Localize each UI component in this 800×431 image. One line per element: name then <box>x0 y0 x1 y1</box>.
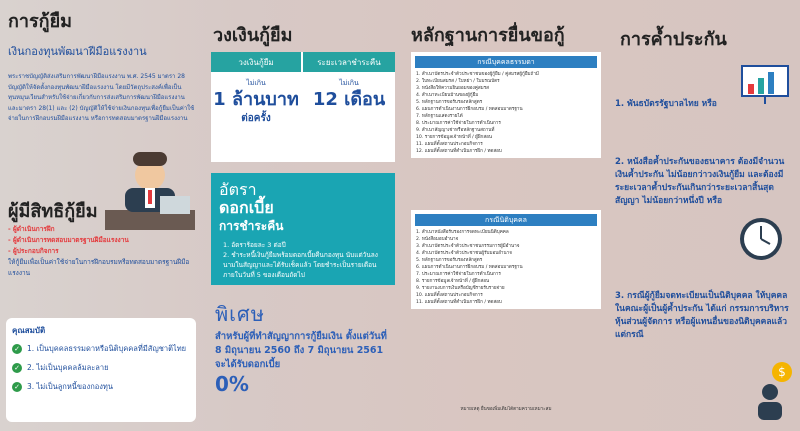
qualification-item: ✓ 3. ไม่เป็นลูกหนี้ของกองทุน <box>12 381 190 393</box>
list-item: 8. รายการข้อมูลเจ้าหน้าที่ / ผู้ฝึกสอน <box>416 279 490 284</box>
list-item: 3. หนังสือให้ความยินยอมของคู่สมรส <box>416 86 489 91</box>
list-item: - ผู้ดำเนินการทดสอบมาตรฐานฝีมือแรงงาน <box>8 236 129 244</box>
list-item: 12. แผนที่ตั้งสถานที่ดำเนินการฝึก / ทดสอบ <box>416 149 502 154</box>
list-item: - ผู้ดำเนินการฝึก <box>8 225 55 233</box>
list-item: 7. ประมาณการค่าใช้จ่ายในการดำเนินการ <box>416 272 501 277</box>
qualifications-title: คุณสมบัติ <box>12 326 46 335</box>
guarantee-title: การค้ำประกัน <box>620 29 727 50</box>
list-item: 1. สำเนาบัตรประจำตัวประชาชนของผู้กู้ยืม / คู่สมรสผู้กู้ยืมถ้ามี <box>416 72 539 77</box>
rights-note: ให้กู้ยืมเพื่อเป็นค่าใช้จ่ายในการฝึกอบรมหรือทดสอบมาตรฐานฝีมือแรงงาน <box>8 258 190 277</box>
svg-text:$: $ <box>778 365 786 379</box>
list-item: - ผู้ประกอบกิจการ <box>8 247 59 255</box>
qualifications-box <box>6 318 196 422</box>
list-item: 11. แผนที่ตั้งสถานที่ดำเนินการฝึก / ทดสอบ <box>416 300 502 305</box>
list-item: 1. สำเนาหนังสือรับรองการจดทะเบียนนิติบุคคล <box>416 230 509 235</box>
list-item: 2. ใบทะเบียนสมรส / ใบหย่า / ใบมรณบัตร <box>416 79 500 84</box>
special-offer <box>215 298 395 396</box>
rate-title-2: ดอกเบี้ย <box>219 198 274 217</box>
loan-intro-column <box>0 0 203 431</box>
check-icon: ✓ <box>12 363 22 373</box>
table-header-limit: วงเงินกู้ยืม <box>211 52 301 72</box>
guarantee-item: 1. พันธบัตรรัฐบาลไทย หรือ <box>615 99 717 109</box>
documents-title: หลักฐานการยื่นขอกู้ <box>411 25 565 46</box>
list-item: 10. แผนที่ตั้งสถานประกอบกิจการ <box>416 293 483 298</box>
clock-icon <box>738 216 784 262</box>
list-item: 10. รายการข้อมูลเจ้าหน้าที่ / ผู้ฝึกสอน <box>416 135 493 140</box>
limit-cell: ไม่เกิน 1 ล้านบาท ต่อครั้ง <box>213 79 299 124</box>
rate-item: 1. อัตราร้อยละ 3 ต่อปี <box>223 241 286 249</box>
list-item: 9. สำเนาสัญญาเช่าหรือหลักฐานสถานที่ <box>416 128 495 133</box>
fund-description: พระราชบัญญัติส่งเสริมการพัฒนาฝีมือแรงงาน พ.ศ. 2545 มาตรา 28 บัญญัติให้จัดตั้งกองทุนพัฒนาฝีมือแรงงาน โดยมีวัตถุประสงค์เพื่อเป็นทุนหมุนเวียนสำหรับใช้จ่ายเกี่ยวกับการส่งเสริมการพัฒนาฝีมือแรงงาน และมาตรา 28(1) และ (2) บัญญัติให้ใช้จ่ายเงินกองทุนเพื่อกู้ยืมเป็นค่าใช้จ่ายในการฝึกอบรมฝีมือแรงงาน หรือการทดสอบมาตรฐานฝีมือแรงงาน <box>8 73 195 122</box>
qualification-item: ✓ 2. ไม่เป็นบุคคลล้มละลาย <box>12 362 190 374</box>
list-item: 4. สำเนาทะเบียนบ้านของผู้กู้ยืม <box>416 93 479 98</box>
person-at-desk-icon <box>105 140 195 230</box>
interest-rate-box <box>211 173 395 285</box>
qualification-item: ✓ 1. เป็นบุคคลธรรมดาหรือนิติบุคคลที่มีสัญชาติไทย <box>12 343 190 355</box>
rate-item: 2. ชำระหนี้เงินกู้ยืมพร้อมดอกเบี้ยคืนกองทุน นับแต่วันลงนามในสัญญาและได้รับเช็คแล้ว โดยชำระเป็นรายเดือน ภายในวันที่ 5 ของเดือนถัดไป <box>223 251 378 279</box>
limit-table <box>211 52 395 162</box>
guarantee-item: 3. กรณีผู้กู้ยืมจดทะเบียนเป็นนิติบุคคล ให้บุคคลในคณะผู้เป็นผู้ค้ำประกัน ได้แก่ กรรมการบริหาร หุ้นส่วนผู้จัดการ หรือผู้แทนอื่นของนิติบุคคลแล้วแต่กรณี <box>615 291 789 340</box>
list-item: 9. รายงานงบการเงินหรือบัญชีรายรับรายจ่าย <box>416 286 505 291</box>
documents-column <box>403 0 610 431</box>
list-item: 6. แผนการดำเนินงานการฝึกอบรม / ทดสอบมาตรฐาน <box>416 265 523 270</box>
eligible-borrowers-list <box>8 224 196 279</box>
list-item: 6. แผนการดำเนินงานการฝึกอบรม / ทดสอบมาตรฐาน <box>416 107 523 112</box>
individual-docs-box <box>411 52 601 158</box>
juristic-docs-box <box>411 210 601 309</box>
eligible-borrowers-title: ผู้มีสิทธิกู้ยืม <box>8 201 98 222</box>
special-title: พิเศษ <box>215 302 265 326</box>
documents-note: หมายเหตุ ยื่นขอเพิ่มเติมได้ตามความเหมาะสม <box>460 407 552 412</box>
loan-limit-title: วงเงินกู้ยืม <box>213 25 293 46</box>
loan-limit-column <box>203 0 403 431</box>
list-item: 8. ประมาณการค่าใช้จ่ายในการดำเนินการ <box>416 121 501 126</box>
table-header-period: ระยะเวลาชำระคืน <box>303 52 395 72</box>
fund-subtitle: เงินกองทุนพัฒนาฝีมือแรงงาน <box>8 45 147 58</box>
individual-docs-header: กรณีบุคคลธรรมดา <box>415 56 597 68</box>
businessman-icon <box>750 360 796 420</box>
guarantee-column <box>610 0 800 431</box>
list-item: 3. สำเนาบัตรประจำตัวประชาชนกรรมการผู้มีอำนาจ <box>416 244 520 249</box>
juristic-docs-header: กรณีนิติบุคคล <box>415 214 597 226</box>
check-icon: ✓ <box>12 344 22 354</box>
list-item: 11. แผนที่ตั้งสถานประกอบกิจการ <box>416 142 483 147</box>
list-item: 4. สำเนาบัตรประจำตัวประชาชนผู้รับมอบอำนาจ <box>416 251 512 256</box>
list-item: 2. หนังสือมอบอำนาจ <box>416 237 459 242</box>
special-rate: 0% <box>215 372 249 396</box>
check-icon: ✓ <box>12 382 22 392</box>
list-item: 7. หลักฐานแสดงรายได้ <box>416 114 463 119</box>
guarantee-item: 2. หนังสือค้ำประกันของธนาคาร ต้องมีจำนวนเงินค้ำประกัน ไม่น้อยกว่าวงเงินกู้ยืม และต้องมีระยะเวลาค้ำประกันเกินกว่าระยะเวลาสิ้นสุดสัญญา ไม่น้อยกว่าหนึ่งปี หรือ <box>615 157 785 206</box>
period-cell: ไม่เกิน 12 เดือน <box>312 79 386 110</box>
special-text: สำหรับผู้ที่ทำสัญญาการกู้ยืมเงิน ตั้งแต่วันที่ 8 มิถุนายน 2560 ถึง 7 มิถุนายน 2561 จะได้รับดอกเบี้ย <box>215 331 387 370</box>
list-item: 5. หลักฐานการขอรับรองหลักสูตร <box>416 258 483 263</box>
loan-title: การกู้ยืม <box>8 11 72 32</box>
rate-title-1: อัตรา <box>219 180 257 199</box>
rate-title-3: การชำระคืน <box>219 219 284 233</box>
list-item: 5. หลักฐานการขอรับรองหลักสูตร <box>416 100 483 105</box>
